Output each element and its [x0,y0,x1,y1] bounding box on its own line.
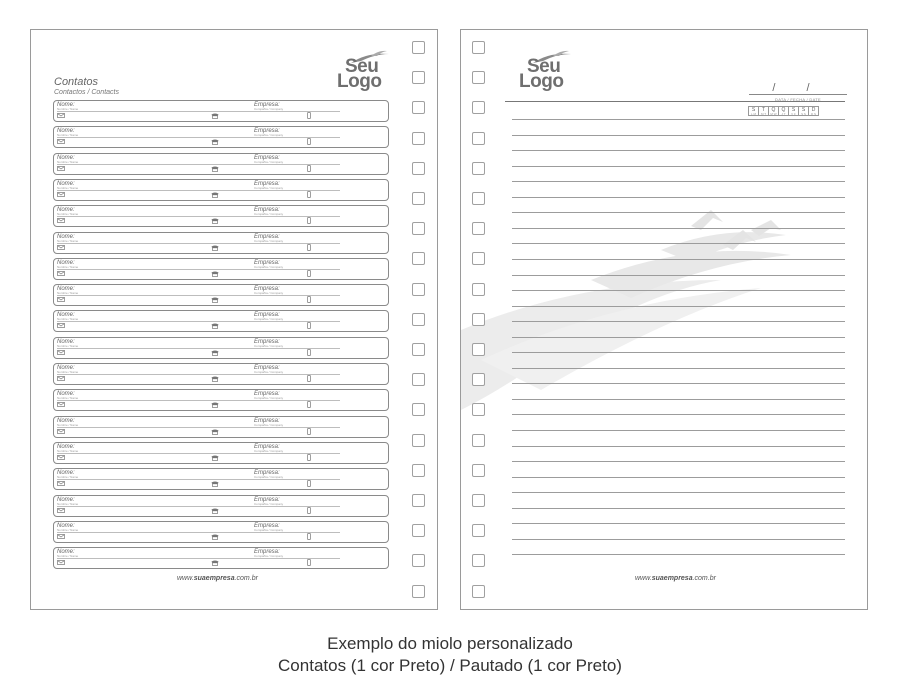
company-label: Empresa: [254,522,280,529]
punch-hole [472,101,485,114]
company-label: Empresa: [254,443,280,450]
punch-hole [412,192,425,205]
phone-icon [211,192,219,198]
punch-hole [412,524,425,537]
cellphone-icon [307,428,311,435]
name-label: Nome: [57,338,75,345]
company-logo [519,50,579,92]
punch-hole [412,132,425,145]
name-label: Nome: [57,154,75,161]
divider [57,506,340,507]
punch-hole [412,101,425,114]
contact-entry[interactable] [53,521,389,543]
company-sublabel: Compañía / Company [254,501,284,506]
divider [57,269,340,270]
punch-holes [412,30,426,609]
name-label: Nome: [57,496,75,503]
caption-line-1: Exemplo do miolo personalizado [327,634,573,653]
punch-hole [412,554,425,567]
name-label: Nome: [57,417,75,424]
punch-hole [472,585,485,598]
ruled-line [512,430,845,431]
name-label: Nome: [57,102,75,108]
logo-word-seu: Seu [345,56,379,77]
contact-entry[interactable] [53,337,389,359]
company-sublabel: Compañía / Company [254,422,284,427]
weekday-letter: Q [771,107,776,113]
divider [57,400,340,401]
mail-icon [57,481,65,486]
phone-icon [211,323,219,329]
cellphone-icon [307,138,311,145]
name-sublabel: Nombre / Name [57,212,79,217]
ruled-line [512,259,845,260]
punch-hole [472,343,485,356]
ruled-line [512,212,845,213]
weekday-selector [749,106,847,116]
name-label: Nome: [57,549,75,556]
date-field[interactable] [749,82,847,116]
mail-icon [57,297,65,302]
name-sublabel: Nombre / Name [57,107,79,111]
name-sublabel: Nombre / Name [57,159,79,164]
divider [57,216,340,217]
company-sublabel: Compañía / Company [254,212,284,217]
name-sublabel: Nombre / Name [57,448,79,453]
contact-entry[interactable] [53,232,389,254]
name-sublabel: Nombre / Name [57,370,79,374]
name-label: Nome: [57,259,75,266]
ruled-line [512,461,845,462]
name-sublabel: Nombre / Name [57,291,79,296]
company-label: Empresa: [254,286,280,293]
ruled-line [512,275,845,276]
contact-entry[interactable] [53,100,389,122]
contacts-page [30,29,438,610]
name-label: Nome: [57,312,75,319]
mail-icon [57,192,65,197]
cellphone-icon [307,322,311,329]
company-label: Empresa: [254,259,280,266]
company-label: Empresa: [254,338,280,345]
punch-hole [412,71,425,84]
company-sublabel: Compañía / Company [254,133,284,138]
company-sublabel: Compañía / Company [254,264,284,269]
phone-icon [211,376,219,382]
logo-word-logo: Logo [519,71,564,92]
company-label: Empresa: [254,312,280,319]
divider [57,479,340,480]
divider [57,295,340,296]
company-label: Empresa: [254,233,280,240]
cellphone-icon [307,401,311,408]
punch-hole [472,373,485,386]
phone-icon [211,481,219,487]
phone-icon [211,139,219,145]
contact-entry[interactable] [53,179,389,201]
punch-hole [412,494,425,507]
cellphone-icon [307,244,311,251]
name-label: Nome: [57,391,75,398]
name-sublabel: Nombre / Name [57,501,79,506]
ruled-line [512,150,845,151]
company-sublabel: Compañía / Company [254,238,284,243]
company-label: Empresa: [254,417,280,424]
divider [57,243,340,244]
contact-entry[interactable] [53,153,389,175]
punch-hole [472,283,485,296]
phone-icon [211,113,219,119]
company-label: Empresa: [254,470,280,477]
company-sublabel: Compañía / Company [254,185,284,190]
phone-icon [211,402,219,408]
phone-icon [211,455,219,461]
name-sublabel: Nombre / Name [57,554,79,559]
ruled-line [512,166,845,167]
mail-icon [57,113,65,118]
page-title: Contatos [54,76,99,88]
contact-entry[interactable] [53,205,389,227]
punch-hole [472,554,485,567]
company-sublabel: Compañía / Company [254,370,284,374]
mail-icon [57,245,65,250]
ruled-line [512,321,845,322]
mail-icon [57,376,65,381]
page-subtitle: Contactos / Contacts [54,89,119,96]
weekday-sub: L M [751,112,756,116]
divider [57,321,340,322]
ruled-line [512,539,845,540]
name-label: Nome: [57,470,75,477]
punch-hole [412,283,425,296]
ruled-line [512,508,845,509]
ruled-line [512,368,845,369]
punch-hole [412,222,425,235]
website-footer: www.suaempresa.com.br [635,575,716,582]
divider [57,453,340,454]
weekday-sub: V F [791,112,796,116]
ruled-line [512,337,845,338]
punch-hole [412,343,425,356]
company-sublabel: Compañía / Company [254,396,284,401]
ruled-line [512,383,845,384]
name-sublabel: Nombre / Name [57,475,79,480]
header-rule [505,101,845,102]
contact-entry[interactable] [53,495,389,517]
contact-entry[interactable] [53,258,389,280]
punch-hole [472,434,485,447]
ruled-line [512,414,845,415]
company-label: Empresa: [254,207,280,214]
company-label: Empresa: [254,180,280,187]
ruled-line [512,492,845,493]
name-sublabel: Nombre / Name [57,133,79,138]
phone-icon [211,297,219,303]
company-sublabel: Compañía / Company [254,159,284,164]
mail-icon [57,218,65,223]
company-sublabel: Compañía / Company [254,317,284,322]
cellphone-icon [307,296,311,303]
ruled-line [512,399,845,400]
ruled-line [512,119,845,120]
ruled-line [512,243,845,244]
caption-line-2: Contatos (1 cor Preto) / Pautado (1 cor Preto) [278,656,622,675]
company-logo [337,50,397,92]
punch-hole [472,313,485,326]
contact-entry[interactable] [53,310,389,332]
punch-hole [472,524,485,537]
divider [57,558,340,559]
watermark-logo-icon [461,30,867,609]
phone-icon [211,560,219,566]
punch-hole [412,585,425,598]
phone-icon [211,534,219,540]
cellphone-icon [307,375,311,382]
phone-icon [211,245,219,251]
name-label: Nome: [57,522,75,529]
name-label: Nome: [57,180,75,187]
phone-icon [211,429,219,435]
logo-word-seu: Seu [527,56,561,77]
punch-holes [472,30,486,609]
divider [57,374,340,375]
ruled-line [512,446,845,447]
divider [57,348,340,349]
name-label: Nome: [57,128,75,135]
date-slashes: / / [772,82,824,94]
divider [57,164,340,165]
cellphone-icon [307,112,311,119]
phone-icon [211,218,219,224]
company-label: Empresa: [254,496,280,503]
ruled-line [512,181,845,182]
weekday-sub: M T [760,112,767,116]
cellphone-icon [307,349,311,356]
company-sublabel: Compañía / Company [254,107,284,111]
ruled-line [512,197,845,198]
weekday-letter: S [801,107,806,113]
logo-word-logo: Logo [337,71,382,92]
name-sublabel: Nombre / Name [57,185,79,190]
contact-entry[interactable] [53,547,389,569]
divider [57,190,340,191]
company-label: Empresa: [254,365,280,371]
mail-icon [57,508,65,513]
ruled-line [512,228,845,229]
mail-icon [57,166,65,171]
mail-icon [57,455,65,460]
punch-hole [472,192,485,205]
company-label: Empresa: [254,154,280,161]
punch-hole [472,403,485,416]
weekday-letter: T [761,107,766,113]
name-sublabel: Nombre / Name [57,527,79,532]
cellphone-icon [307,454,311,461]
name-sublabel: Nombre / Name [57,238,79,243]
contact-entry[interactable] [53,442,389,464]
company-label: Empresa: [254,128,280,135]
ruled-line [512,135,845,136]
mail-icon [57,429,65,434]
company-sublabel: Compañía / Company [254,475,284,480]
mail-icon [57,402,65,407]
divider [57,532,340,533]
punch-hole [412,434,425,447]
phone-icon [211,271,219,277]
name-label: Nome: [57,207,75,214]
punch-hole [472,41,485,54]
company-sublabel: Compañía / Company [254,291,284,296]
ruled-line [512,290,845,291]
company-sublabel: Compañía / Company [254,343,284,348]
punch-hole [412,252,425,265]
cellphone-icon [307,165,311,172]
phone-icon [211,166,219,172]
weekday-sub: M W [770,112,777,116]
contact-entry[interactable] [53,284,389,306]
mail-icon [57,350,65,355]
name-sublabel: Nombre / Name [57,422,79,427]
divider [57,427,340,428]
name-label: Nome: [57,365,75,371]
contact-entry[interactable] [53,389,389,411]
punch-hole [472,132,485,145]
name-sublabel: Nombre / Name [57,317,79,322]
company-label: Empresa: [254,391,280,398]
mail-icon [57,139,65,144]
punch-hole [472,494,485,507]
name-label: Nome: [57,443,75,450]
phone-icon [211,350,219,356]
name-sublabel: Nombre / Name [57,264,79,269]
punch-hole [412,313,425,326]
ruled-line [512,477,845,478]
divider [57,137,340,138]
mail-icon [57,271,65,276]
ruled-page [460,29,868,610]
weekday-sub: D S [810,112,816,116]
punch-hole [472,222,485,235]
mail-icon [57,560,65,565]
weekday-letter: S [791,107,796,113]
date-label: DATA / FECHA / DATE [775,97,821,102]
ruled-line [512,523,845,524]
weekday-sub: S S [801,112,806,116]
weekday-letter: D [811,107,816,113]
punch-hole [472,252,485,265]
mail-icon [57,323,65,328]
cellphone-icon [307,191,311,198]
contact-entry[interactable] [53,126,389,148]
punch-hole [412,162,425,175]
contact-entry[interactable] [53,416,389,438]
divider [57,111,340,112]
mail-icon [57,534,65,539]
name-label: Nome: [57,286,75,293]
name-label: Nome: [57,233,75,240]
contact-entry[interactable] [53,468,389,490]
punch-hole [412,41,425,54]
weekday-box[interactable] [808,106,819,116]
weekday-letter: Q [781,107,786,113]
company-sublabel: Compañía / Company [254,554,284,559]
ruled-line [512,352,845,353]
punch-hole [472,71,485,84]
cellphone-icon [307,559,311,566]
weekday-letter: S [751,107,756,113]
punch-hole [472,162,485,175]
punch-hole [412,403,425,416]
cellphone-icon [307,507,311,514]
company-label: Empresa: [254,102,280,108]
date-line [749,94,847,95]
website-footer: www.suaempresa.com.br [177,575,258,582]
cellphone-icon [307,217,311,224]
weekday-sub: J T [781,112,786,116]
ruled-line [512,306,845,307]
punch-hole [412,373,425,386]
phone-icon [211,508,219,514]
company-sublabel: Compañía / Company [254,527,284,532]
company-label: Empresa: [254,549,280,556]
contact-entry[interactable] [53,363,389,385]
punch-hole [472,464,485,477]
punch-hole [412,464,425,477]
cellphone-icon [307,480,311,487]
ruled-line [512,554,845,555]
cellphone-icon [307,270,311,277]
company-sublabel: Compañía / Company [254,448,284,453]
cellphone-icon [307,533,311,540]
name-sublabel: Nombre / Name [57,343,79,348]
name-sublabel: Nombre / Name [57,396,79,401]
